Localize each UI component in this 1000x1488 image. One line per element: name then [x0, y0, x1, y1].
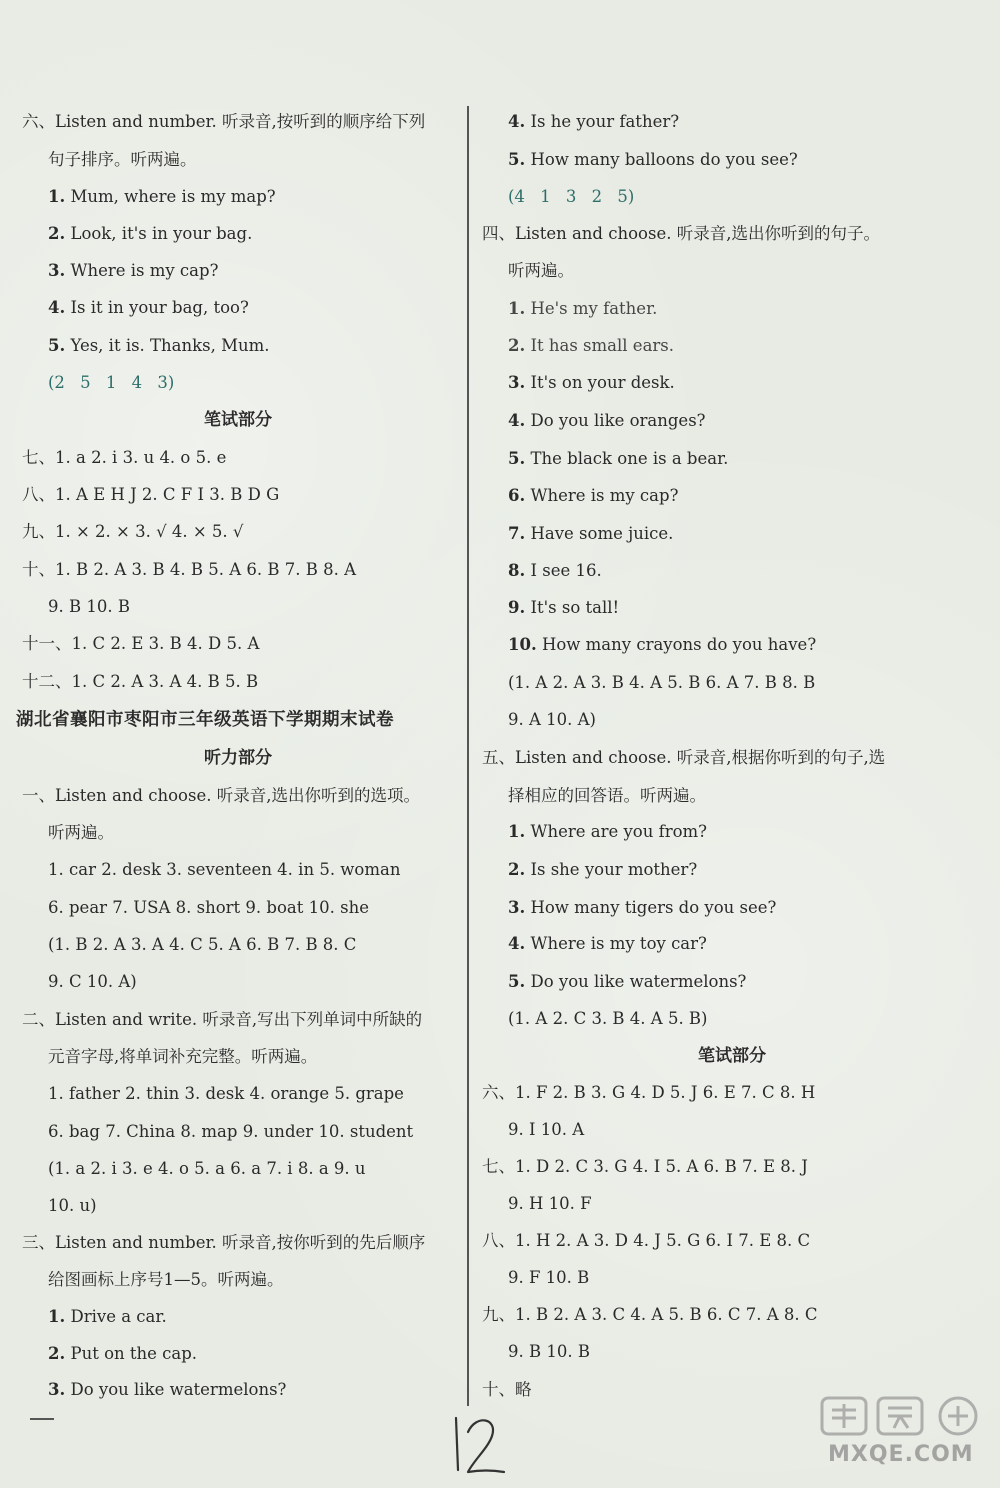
answer-line: 9. B 10. B [508, 1342, 590, 1361]
answer-line: 9. F 10. B [508, 1268, 590, 1287]
answer-line: 八、1. A E H J 2. C F I 3. B D G [22, 485, 280, 504]
sentence-item: 4. Do you like oranges? [508, 411, 706, 430]
question-heading-cont: 听两遍。 [508, 261, 574, 280]
sentence-item: 3. Where is my cap? [48, 261, 219, 280]
handwritten-page-number [448, 1410, 508, 1480]
sentence-item: 4. Is it in your bag, too? [48, 298, 249, 317]
word-list: 1. father 2. thin 3. desk 4. orange 5. grape [48, 1084, 404, 1103]
answer-line: 9. A 10. A) [508, 710, 596, 729]
answer-line: 九、1. B 2. A 3. C 4. A 5. B 6. C 7. A 8. C [482, 1305, 818, 1324]
sentence-item: 5. The black one is a bear. [508, 449, 729, 468]
sentence-item: 10. How many crayons do you have? [508, 635, 817, 654]
answer-line: 10. u) [48, 1196, 97, 1215]
section-heading-listening: 听力部分 [204, 748, 272, 768]
sentence-item: 5. How many balloons do you see? [508, 150, 798, 169]
question-heading: 六、Listen and number. 听录音,按听到的顺序给下列 [22, 112, 426, 131]
answer-line: 9. I 10. A [508, 1120, 585, 1139]
question-heading: 三、Listen and number. 听录音,按你听到的先后顺序 [22, 1233, 426, 1252]
sentence-item: 8. I see 16. [508, 561, 602, 580]
column-divider [467, 106, 469, 1406]
question-heading: 一、Listen and choose. 听录音,选出你听到的选项。 [22, 786, 420, 805]
sentence-item: 1. He's my father. [508, 299, 658, 318]
question-heading: 五、Listen and choose. 听录音,根据你听到的句子,选 [482, 748, 886, 767]
answer-line: (1. A 2. A 3. B 4. A 5. B 6. A 7. B 8. B [508, 673, 816, 692]
bottom-dash [30, 1418, 54, 1420]
sentence-item: 5. Yes, it is. Thanks, Mum. [48, 336, 270, 355]
exam-title: 湖北省襄阳市枣阳市三年级英语下学期期末试卷 [16, 710, 394, 730]
word-list: 1. car 2. desk 3. seventeen 4. in 5. woman [48, 860, 401, 879]
sentence-item: 4. Is he your father? [508, 112, 680, 131]
answer-line: (4 1 3 2 5) [508, 187, 635, 206]
section-heading-written: 笔试部分 [698, 1046, 766, 1066]
sentence-item: 3. It's on your desk. [508, 373, 675, 392]
answer-line: (1. A 2. C 3. B 4. A 5. B) [508, 1009, 708, 1028]
question-heading-cont: 听两遍。 [48, 823, 114, 842]
question-heading-cont: 择相应的回答语。听两遍。 [508, 786, 706, 805]
sentence-item: 6. Where is my cap? [508, 486, 679, 505]
question-heading-cont: 元音字母,将单词补充完整。听两遍。 [48, 1047, 318, 1066]
sentence-item: 1. Drive a car. [48, 1307, 167, 1326]
word-list: 6. bag 7. China 8. map 9. under 10. student [48, 1122, 414, 1141]
question-heading: 四、Listen and choose. 听录音,选出你听到的句子。 [482, 224, 880, 243]
answer-line: 十、1. B 2. A 3. B 4. B 5. A 6. B 7. B 8. A [22, 560, 356, 579]
answer-line: 9. B 10. B [48, 597, 130, 616]
sentence-item: 2. Put on the cap. [48, 1344, 198, 1363]
question-heading-cont: 给图画标上序号1—5。听两遍。 [48, 1270, 284, 1289]
question-heading: 二、Listen and write. 听录音,写出下列单词中所缺的 [22, 1010, 423, 1029]
answer-stamp-icon [818, 1394, 988, 1438]
answer-line: (1. B 2. A 3. A 4. C 5. A 6. B 7. B 8. C [48, 935, 357, 954]
answer-line: (1. a 2. i 3. e 4. o 5. a 6. a 7. i 8. a 9. u [48, 1159, 366, 1178]
sentence-item: 1. Mum, where is my map? [48, 187, 276, 206]
sentence-item: 1. Where are you from? [508, 822, 708, 841]
sentence-item: 4. Where is my toy car? [508, 934, 707, 953]
sentence-item: 2. Is she your mother? [508, 860, 698, 879]
watermark-text: MXQE.COM [828, 1442, 974, 1467]
answer-line: 七、1. a 2. i 3. u 4. o 5. e [22, 448, 227, 467]
answer-line: 九、1. × 2. × 3. √ 4. × 5. √ [22, 522, 244, 541]
answer-line: 十一、1. C 2. E 3. B 4. D 5. A [22, 634, 260, 653]
answer-line: 十二、1. C 2. A 3. A 4. B 5. B [22, 672, 259, 691]
question-heading-cont: 句子排序。听两遍。 [48, 150, 197, 169]
sentence-item: 2. Look, it's in your bag. [48, 224, 253, 243]
sentence-item: 3. Do you like watermelons? [48, 1380, 287, 1399]
answer-line: 9. H 10. F [508, 1194, 592, 1213]
sentence-item: 2. It has small ears. [508, 336, 675, 355]
sentence-item: 9. It's so tall! [508, 598, 620, 617]
answer-line: 9. C 10. A) [48, 972, 137, 991]
word-list: 6. pear 7. USA 8. short 9. boat 10. she [48, 898, 369, 917]
sentence-item: 7. Have some juice. [508, 524, 674, 543]
answer-line: 七、1. D 2. C 3. G 4. I 5. A 6. B 7. E 8. J [482, 1157, 808, 1176]
answer-line: 八、1. H 2. A 3. D 4. J 5. G 6. I 7. E 8. C [482, 1231, 811, 1250]
watermark [808, 1394, 996, 1484]
sentence-item: 5. Do you like watermelons? [508, 972, 747, 991]
section-heading-written: 笔试部分 [204, 410, 272, 430]
answer-line: 六、1. F 2. B 3. G 4. D 5. J 6. E 7. C 8. H [482, 1083, 816, 1102]
answer-line: (2 5 1 4 3) [48, 373, 175, 392]
sentence-item: 3. How many tigers do you see? [508, 898, 777, 917]
answer-line: 十、略 [482, 1380, 532, 1399]
